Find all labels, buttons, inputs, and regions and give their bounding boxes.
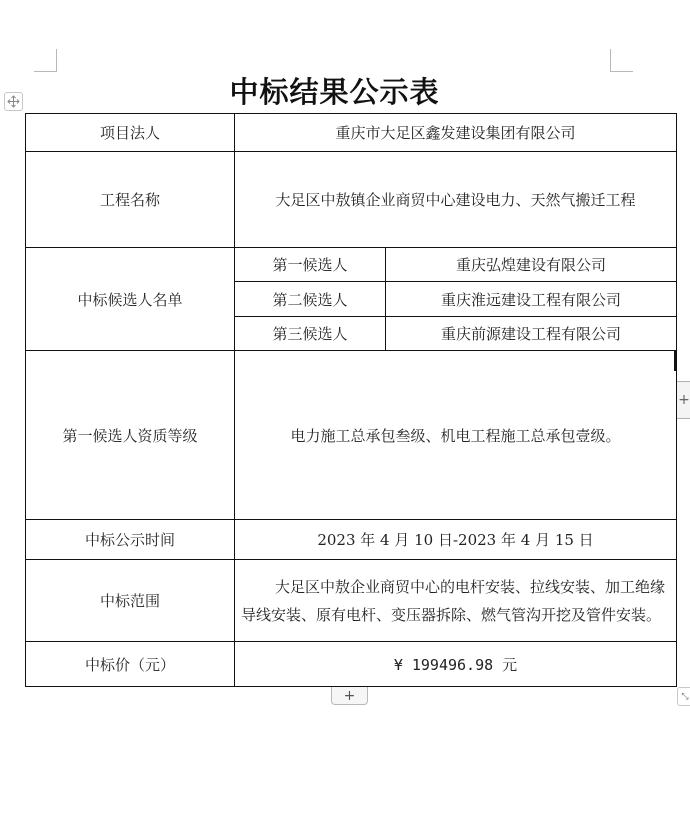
move-arrows-icon [7, 95, 20, 108]
project-name-label[interactable]: 工程名称 [26, 152, 235, 248]
document-title: 中标结果公示表 [229, 75, 440, 109]
candidate-rank[interactable]: 第三候选人 [235, 317, 386, 351]
row-resize-marker[interactable] [674, 351, 677, 371]
bid-result-table [25, 113, 677, 687]
publicity-period-value[interactable]: 2023 年 4 月 10 日-2023 年 4 月 15 日 [235, 520, 677, 560]
project-owner-label[interactable]: 项目法人 [26, 114, 235, 152]
candidates-label[interactable]: 中标候选人名单 [26, 248, 235, 351]
page-margin-corner-top-left [34, 49, 57, 72]
table-resize-handle[interactable] [677, 687, 690, 706]
publicity-period-label[interactable]: 中标公示时间 [26, 520, 235, 560]
table-row-candidate-1 [26, 248, 677, 282]
project-owner-value[interactable]: 重庆市大足区鑫发建设集团有限公司 [235, 114, 677, 152]
scope-value: 大足区中敖企业商贸中心的电杆安装、拉线安装、加工绝缘导线安装、原有电杆、变压器拆除、燃气管沟开挖及管件安装。 [241, 577, 666, 624]
table-row-project-name [26, 152, 677, 248]
table-row-price [26, 642, 677, 687]
table-move-handle[interactable] [4, 92, 23, 111]
candidate-company[interactable]: 重庆淮远建设工程有限公司 [386, 282, 677, 317]
add-column-button[interactable] [677, 381, 690, 419]
plus-icon: + [678, 392, 690, 408]
resize-diagonal-icon: ⤡ [681, 691, 689, 702]
scope-value-cell[interactable] [235, 560, 677, 642]
qualification-label[interactable]: 第一候选人资质等级 [26, 351, 235, 520]
project-name-value[interactable]: 大足区中敖镇企业商贸中心建设电力、天然气搬迁工程 [235, 152, 677, 248]
qualification-value[interactable]: 电力施工总承包叁级、机电工程施工总承包壹级。 [235, 351, 677, 520]
table-row-qualification [26, 351, 677, 520]
table-row-project-owner [26, 114, 677, 152]
page-margin-corner-top-right [610, 49, 633, 72]
candidate-company[interactable]: 重庆前源建设工程有限公司 [386, 317, 677, 351]
candidate-company[interactable]: 重庆弘煌建设有限公司 [386, 248, 677, 282]
table-row-publicity-period [26, 520, 677, 560]
price-label[interactable]: 中标价（元） [26, 642, 235, 687]
scope-label[interactable]: 中标范围 [26, 560, 235, 642]
price-value[interactable]: ¥ 199496.98 元 [235, 642, 677, 687]
table-row-scope [26, 560, 677, 642]
candidate-rank[interactable]: 第二候选人 [235, 282, 386, 317]
add-row-button[interactable] [331, 687, 368, 705]
candidate-rank[interactable]: 第一候选人 [235, 248, 386, 282]
plus-icon: + [343, 687, 356, 704]
